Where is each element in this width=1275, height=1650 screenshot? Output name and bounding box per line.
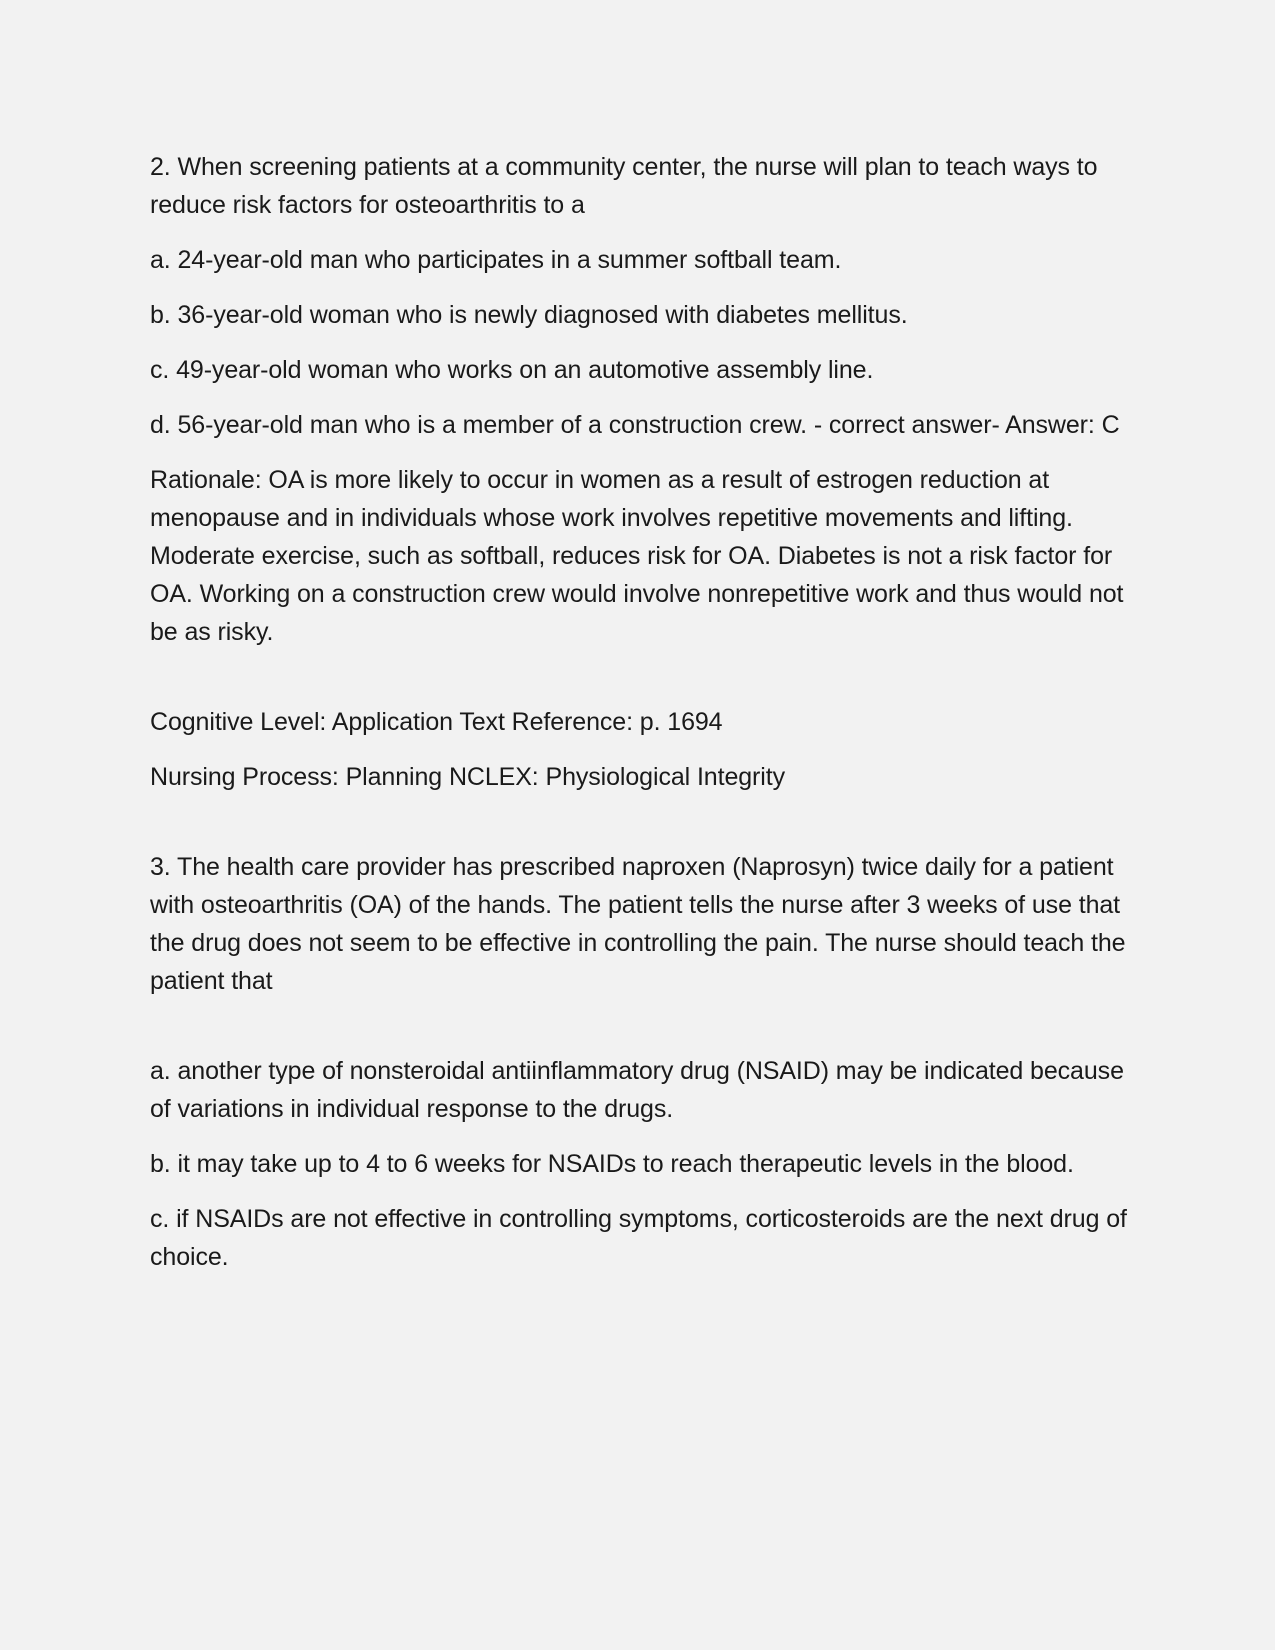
- question-2-stem: 2. When screening patients at a community center, the nurse will plan to teach ways to reduce risk factors for osteoarthritis to a: [150, 153, 1098, 219]
- question-2-option-c: c. 49-year-old woman who works on an automotive assembly line.: [150, 356, 874, 384]
- question-2-nursing-process: Nursing Process: Planning NCLEX: Physiological Integrity: [150, 763, 785, 791]
- question-3-option-c: c. if NSAIDs are not effective in controlling symptoms, corticosteroids are the next drug of choice.: [150, 1205, 1127, 1271]
- question-2-rationale: Rationale: OA is more likely to occur in women as a result of estrogen reduction at menopause and in individuals whose work involves repetitive movements and lifting. Moderate exercise, such as softball, reduces risk for OA. Diabetes is not a risk factor for OA. Working on a construction crew would involve nonrepetitive work and thus would not be as risky.: [150, 466, 1124, 646]
- document-page: [150, 148, 1140, 1293]
- question-2-option-d-answer: d. 56-year-old man who is a member of a construction crew. - correct answer- Answer: C: [150, 411, 1120, 439]
- question-2-option-a: a. 24-year-old man who participates in a summer softball team.: [150, 246, 842, 274]
- spacer: [150, 813, 1140, 848]
- question-3-option-a: a. another type of nonsteroidal antiinflammatory drug (NSAID) may be indicated because of variations in individual response to the drugs.: [150, 1057, 1124, 1123]
- question-2-option-b: b. 36-year-old woman who is newly diagnosed with diabetes mellitus.: [150, 301, 908, 329]
- spacer: [150, 1017, 1140, 1052]
- question-2-cognitive-level: Cognitive Level: Application Text Reference: p. 1694: [150, 708, 723, 736]
- question-3-stem: 3. The health care provider has prescribed naproxen (Naprosyn) twice daily for a patient with osteoarthritis (OA) of the hands. The patient tells the nurse after 3 weeks of use that the drug does not seem to be effective in controlling the pain. The nurse should teach the patient that: [150, 853, 1126, 995]
- question-3-option-b: b. it may take up to 4 to 6 weeks for NSAIDs to reach therapeutic levels in the blood.: [150, 1150, 1074, 1178]
- spacer: [150, 668, 1140, 703]
